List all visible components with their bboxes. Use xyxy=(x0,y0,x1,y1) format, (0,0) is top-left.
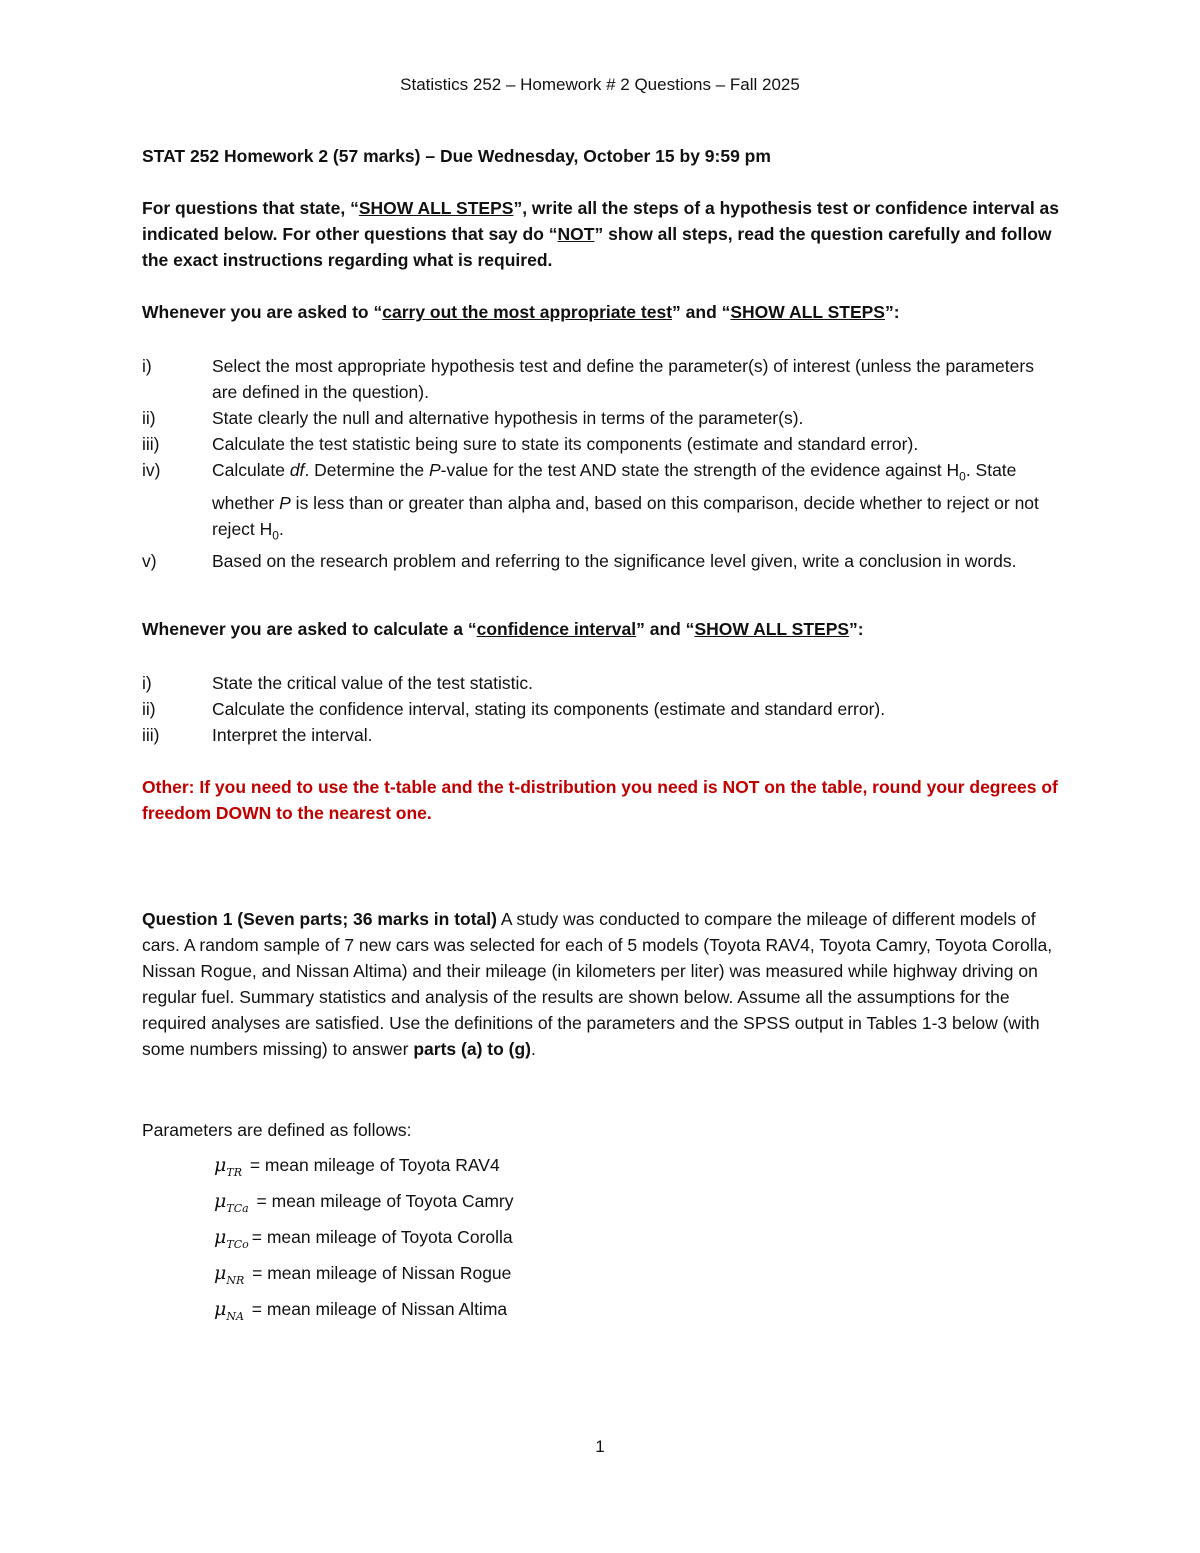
parameter-item: $\mu_{NA}$ = mean mileage of Nissan Altima xyxy=(214,1298,508,1323)
list-item: iv) Calculate df. Determine the P-value for the test AND state the strength of the evidence against $H_0$. State whether P is less than or greater than alpha and, based on this comparison, decide whether to reject or not reject $H_0$. xyxy=(142,460,1039,542)
list-item: ii) State clearly the null and alternative hypothesis in terms of the parameter(s). xyxy=(142,408,804,428)
list-item: i) State the critical value of the test statistic. xyxy=(142,673,533,693)
list-item: ii) Calculate the confidence interval, stating its components (estimate and standard error). xyxy=(142,699,886,719)
list-item: iii) Calculate the test statistic being sure to state its components (estimate and standard error). xyxy=(142,434,919,454)
parameters-heading: Parameters are defined as follows: xyxy=(142,1120,412,1140)
list-item: i) Select the most appropriate hypothesis test and define the parameter(s) of interest (unless the parameters are defined in the question). xyxy=(142,356,1034,402)
question-1: Question 1 (Seven parts; 36 marks in total) A study was conducted to compare the mileage of different models of cars. A random sample of 7 new cars was selected for each of 5 models (Toyota RAV4, Toyota Camry, Toyota Corolla, Nissan Rogue, and Nissan Altima) and their mileage (in kilometers per liter) was measured while highway driving on regular fuel. Summary statistics and analysis of the results are shown below. Assume all the assumptions for the required analyses are satisfied. Use the definitions of the parameters and the SPSS output in Tables 1-3 below (with some numbers missing) to answer parts (a) to (g). xyxy=(142,909,1053,1059)
parameter-definitions xyxy=(142,1117,1042,1327)
intro-paragraph: For questions that state, “SHOW ALL STEPS”, write all the steps of a hypothesis test or confidence interval as indicated below. For other questions that say do “NOT” show all steps, read the question carefully and follow the exact instructions regarding what is required. xyxy=(142,198,1060,270)
parameter-item: $\mu_{TR}$ = mean mileage of Toyota RAV4 xyxy=(214,1154,500,1179)
other-note: Other: If you need to use the t-table and the t-distribution you need is NOT on the table, round your degrees of freedom DOWN to the nearest one. xyxy=(142,777,1058,823)
parameter-item: $\mu_{TCo}$ = mean mileage of Toyota Corolla xyxy=(214,1226,513,1251)
show-all-steps-emphasis: SHOW ALL STEPS xyxy=(358,198,514,218)
parameter-item: $\mu_{TCa}$ = mean mileage of Toyota Camry xyxy=(214,1190,514,1215)
ci-heading: Whenever you are asked to calculate a “confidence interval” and “SHOW ALL STEPS”: xyxy=(142,619,864,639)
list-item: v) Based on the research problem and referring to the significance level given, write a conclusion in words. xyxy=(142,551,1017,571)
homework-title: STAT 252 Homework 2 (57 marks) – Due Wednesday, October 15 by 9:59 pm xyxy=(142,146,771,166)
page-number: 1 xyxy=(595,1437,605,1456)
test-heading: Whenever you are asked to “carry out the most appropriate test” and “SHOW ALL STEPS”: xyxy=(142,302,900,322)
test-steps-list xyxy=(142,353,1062,574)
question-1-lead: Question 1 (Seven parts; 36 marks in total) xyxy=(142,909,497,929)
not-emphasis: NOT xyxy=(557,224,595,244)
page-header: Statistics 252 – Homework # 2 Questions – Fall 2025 xyxy=(400,75,800,94)
ci-steps-list xyxy=(142,670,1062,748)
parameter-item: $\mu_{NR}$ = mean mileage of Nissan Rogue xyxy=(214,1262,512,1287)
list-item: iii) Interpret the interval. xyxy=(142,725,373,745)
